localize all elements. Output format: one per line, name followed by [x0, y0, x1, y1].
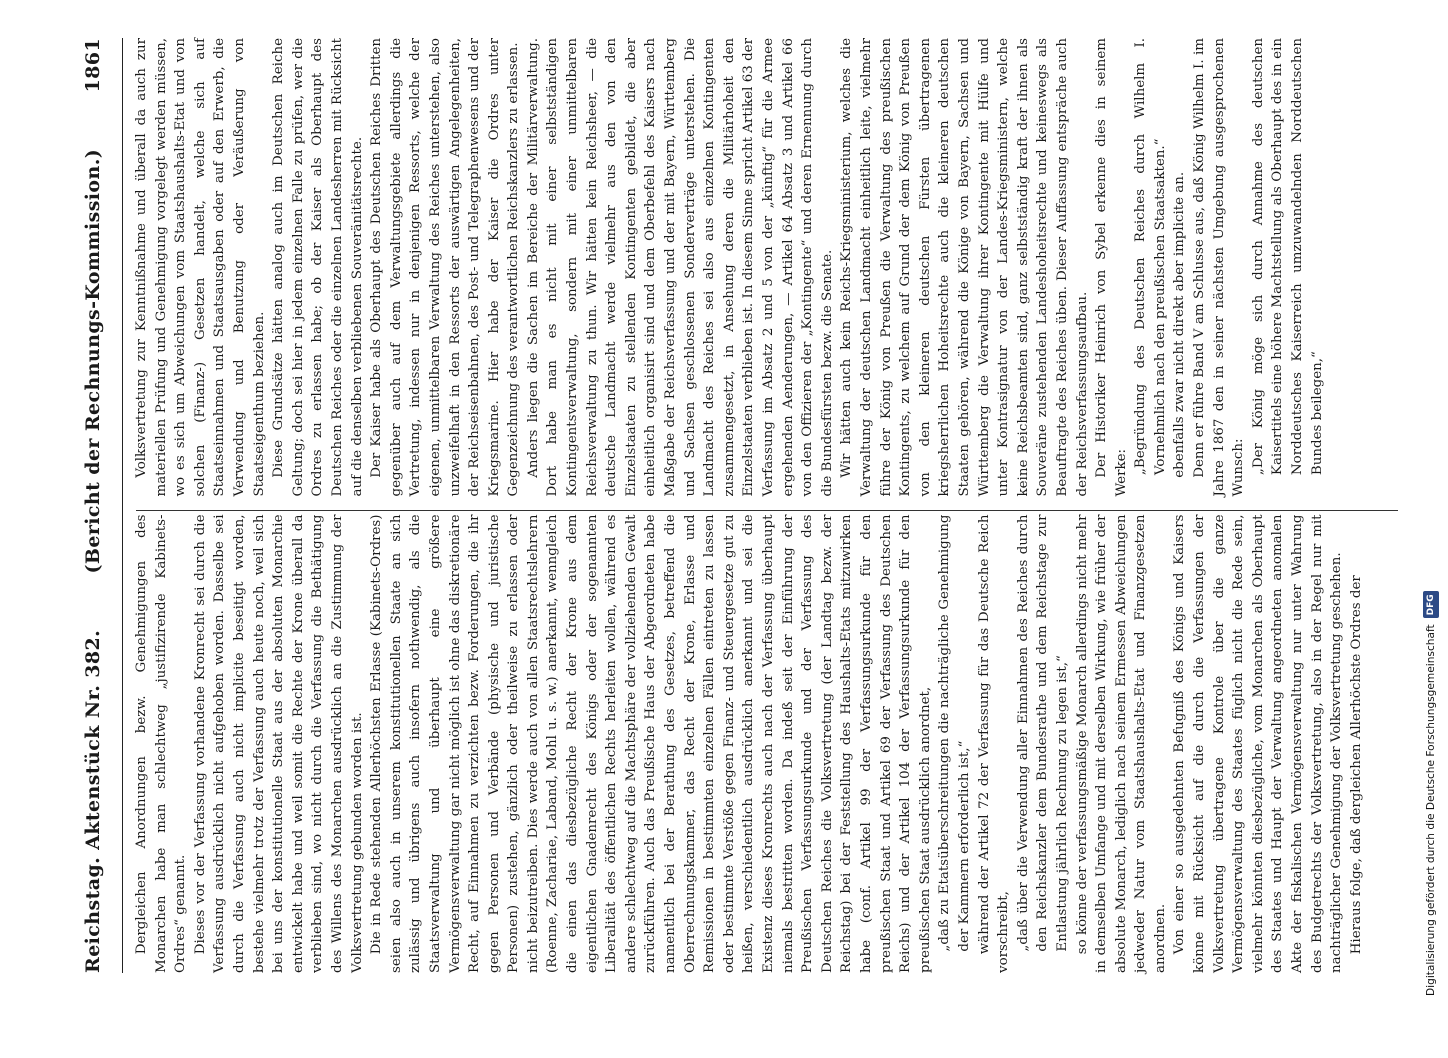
paragraph: so könne der verfassungsmäßige Monarch allerdings nicht mehr in demselben Umfange und mit derselben Wirkung, wie früher der absolute Monarch, lediglich nach seinem Ermessen Abweichungen jedweder Natur vom Staatshaushalts-Etat und Finanzgesetzen anordnen.: [1074, 514, 1168, 973]
header-right: (Bericht der Rechnungs-Kommission.): [82, 148, 104, 574]
paragraph: Hieraus folge, daß dergleichen Allerhöchste Ordres der: [1348, 575, 1364, 955]
paragraph: ebenfalls zwar nicht direkt aber implicite an.: [1172, 171, 1188, 478]
digitization-note-text: Digitalisierung gefördert durch die Deutsche Forschungsgemeinschaft: [1425, 624, 1437, 996]
rotated-page-content: [82, 38, 1402, 973]
right-column: [132, 38, 1402, 497]
paragraph: „Der König möge sich durch Annahme des deutschen Kaisertitels eine höhere Machtstellung als Oberhaupt des in ein Norddeutsches Kaiserreich umzuwandelnden Norddeutschen Bundes beilegen,“: [1250, 38, 1325, 476]
paragraph: Wir hätten auch kein Reichs-Kriegsministerium, welches die Verwaltung der deutschen Landmacht einheitlich leite, vielmehr führe der König von Preußen die Verwaltung des preußischen Kontingents, zu welchem auf Grund der dem König von Preußen von den kleineren deutschen Fürsten übertragenen kriegsherrlichen Hoheitsrechte auch die kleineren deutschen Staaten gehören, während die Könige von Bayern, Sachsen und Württemberg die Verwaltung ihrer Kontingente mit Hülfe und unter Kontrasignatur von der Landes-Kriegsministern, welche keine Reichsbeamten sind, ganz selbstständig kraft der ihnen als Souveräne zustehenden Landeshoheitsrechte und keineswegs als Beauftragte des Reiches üben. Dieser Auffassung entspräche auch der Reichsverfassungsaufbau.: [839, 38, 1090, 497]
dfg-logo: DFG: [1423, 591, 1439, 618]
paragraph: Der Historiker Heinrich von Sybel erkenne dies in seinem Werke:: [1094, 38, 1129, 497]
paragraph: Dieses vor der Verfassung vorhandene Kronrecht sei durch die Verfassung ausdrücklich nicht aufgehoben worden. Dasselbe sei durch die Verfassung auch nicht implicite beseitigt worden, bestehe vielmehr trotz der Verfassung auch heute noch, weil sich bei uns der konstitutionelle Staat aus der absoluten Monarchie entwickelt habe und weil somit die Rechte der Krone überall da verblieben sind, wo nicht durch die Verfassung die Bethätigung des Willens des Monarchen ausdrücklich an die Zustimmung der Volksvertretung gebunden worden ist.: [192, 514, 365, 973]
header-rule: [122, 38, 123, 973]
paragraph: „Begründung des Deutschen Reiches durch Wilhelm I. Vornehmlich nach den preußischen Staatsakten.“: [1133, 38, 1168, 476]
paragraph: Denn er führe Band V am Schlusse aus, daß König Wilhelm I. im Jahre 1867 den in seiner nächsten Umgebung ausgesprochenen Wunsch:: [1192, 38, 1247, 497]
scanned-page: [82, 38, 1402, 1058]
paragraph: Volksvertretung zur Kenntnißnahme und überall da auch zur materiellen Prüfung und Genehmigung vorgelegt werden müssen, wo es sich um Abweichungen vom Staatshaushalts-Etat und von solchen (Finanz-) Gesetzen handelt, welche sich auf Staatseinnahmen und Staatsausgaben oder auf den Erwerb, die Verwendung und Benutzung oder Veräußerung von Staatseigenthum beziehen.: [134, 38, 267, 497]
paragraph: „daß zu Etatsüberschreitungen die nachträgliche Genehmigung der Kammern erforderlich ist,“: [937, 514, 972, 952]
paragraph: Dergleichen Anordnungen bezw. Genehmigungen des Monarchen habe man schlechtweg „justifizirende Kabinets-Ordres“ genannt.: [134, 514, 189, 973]
paragraph: während der Artikel 72 der Verfassung für das Deutsche Reich vorschreibt,: [976, 514, 1012, 973]
paragraph: „daß über die Verwendung aller Einnahmen des Reiches durch den Reichskanzler dem Bundesrathe und dem Reichstage zur Entlastung jährlich Rechnung zu legen ist,“: [1015, 514, 1070, 952]
page-number: 1861: [82, 38, 104, 93]
digitization-note: [1400, 6, 1437, 996]
paragraph: Diese Grundsätze hätten analog auch im Deutschen Reiche Geltung; doch sei hier in jedem einzelnen Falle zu prüfen, wer die Ordres zu erlassen habe; ob der Kaiser als Oberhaupt des Deutschen Reiches oder die einzelnen Landesherren mit Rücksicht auf die denselben verbliebenen Souveränitätsrechte.: [271, 38, 365, 497]
paragraph: Die in Rede stehenden Allerhöchsten Erlasse (Kabinets-Ordres) seien also auch in unserem konstitutionellen Staate an sich zulässig und übrigens auch insofern nothwendig, als die Staatsverwaltung und überhaupt eine größere Vermögensverwaltung gar nicht möglich ist ohne das diskretionäre Recht, auf Einnahmen zu verzichten bezw. Forderungen, die ihr gegen Personen und Verbände (physische und juristische Personen) zustehen, gänzlich oder theilweise zu erlassen oder nicht beizutreiben. Dies werde auch von allen Staatsrechtslehrern (Roenne, Zachariae, Laband, Mohl u. s. w.) anerkannt, wenngleich die einen das diesbezügliche Recht der Krone aus dem eigentlichen Gnadenrecht des Königs oder der sogenannten Liberalität des öffentlichen Rechts herleiten wollen, während es andere schlechtweg auf die Machtsphäre der vollziehenden Gewalt zurückführen. Auch das Preußische Haus der Abgeordneten habe namentlich bei der Berathung des Gesetzes, betreffend die Oberrechnungskammer, das Recht der Krone, Erlasse und Remissionen in bestimmten einzelnen Fällen eintreten zu lassen oder bestimmte Verstöße gegen Finanz- und Steuergesetze gut zu heißen, verschiedentlich ausdrücklich anerkannt und sei die Existenz dieses Kronrechts auch nach der Verfassung überhaupt niemals bestritten worden. Da indeß seit der Einführung der Preußischen Verfassungsurkunde und der Verfassung des Deutschen Reiches die Volksvertretung (der Landtag bezw. der Reichstag) bei der Feststellung des Haushalts-Etats mitzuwirken habe (conf. Artikel 99 der Verfassungsurkunde für den preußischen Staat und Artikel 69 der Verfassung des Deutschen Reichs) und der Artikel 104 der Verfassungsurkunde für den preußischen Staat ausdrücklich anordnet,: [369, 514, 933, 973]
text-columns: [132, 38, 1402, 973]
left-column: [132, 515, 1402, 974]
column-divider: [136, 510, 1398, 511]
paragraph: Anders liegen die Sachen im Bereiche der Militärverwaltung. Dort habe man es nicht mit einer selbstständigen Kontingentsverwaltung, sondern mit einer unmittelbaren Reichsverwaltung zu thun. Wir hätten kein Reichsheer, — die deutsche Landmacht werde vielmehr aus den von den Einzelstaaten zu stellenden Kontingenten gebildet, die aber einheitlich organisirt sind und dem Oberbefehl des Kaisers nach Maßgabe der Reichsverfassung und der mit Bayern, Württemberg und Sachsen geschlossenen Sonderverträge unterstehen. Die Landmacht des Reiches sei also aus einzelnen Kontingenten zusammengesetzt, in Ansehung deren die Militärhoheit den Einzelstaaten verblieben ist. In diesem Sinne spricht Artikel 63 der Verfassung im Absatz 2 und 5 von der „künftig“ für die Armee ergehenden Aenderungen, — Artikel 64 Absatz 3 und Artikel 66 von den Offizieren der „Kontingente“ und deren Ernennung durch die Bundesfürsten bezw. die Senate.: [525, 38, 835, 497]
paragraph: Von einer so ausgedehnten Befugniß des Königs und Kaisers könne mit Rücksicht auf die durch die Verfassungen der Volksvertretung übertragene Kontrole über die ganze Vermögensverwaltung des Staates füglich nicht die Rede sein, vielmehr könnten diesbezügliche, vom Monarchen als Oberhaupt des Staates und Haupt der Verwaltung angeordneten anomalen Akte der fiskalischen Vermögensverwaltung nur unter Wahrung des Budgetrechts der Volksvertretung, also in der Regel nur mit nachträglicher Genehmigung der Volksvertretung geschehen.: [1172, 514, 1345, 973]
running-header: [82, 38, 120, 973]
header-left: Reichstag. Aktenstück Nr. 382.: [82, 629, 104, 973]
paragraph: Der Kaiser habe als Oberhaupt des Deutschen Reiches Dritten gegenüber auch auf dem Verwaltungsgebiete allerdings die Vertretung, indessen nur in denjenigen Ressorts, welche der eigenen, unmittelbaren Verwaltung des Reiches unterstehen, also unzweifelhaft in den Ressorts der auswärtigen Angelegenheiten, der Reichseisenbahnen, des Post- und Telegraphenwesens und der Kriegsmarine. Hier habe der Kaiser die Ordres unter Gegenzeichnung des verantwortlichen Reichskanzlers zu erlassen.: [369, 38, 522, 497]
